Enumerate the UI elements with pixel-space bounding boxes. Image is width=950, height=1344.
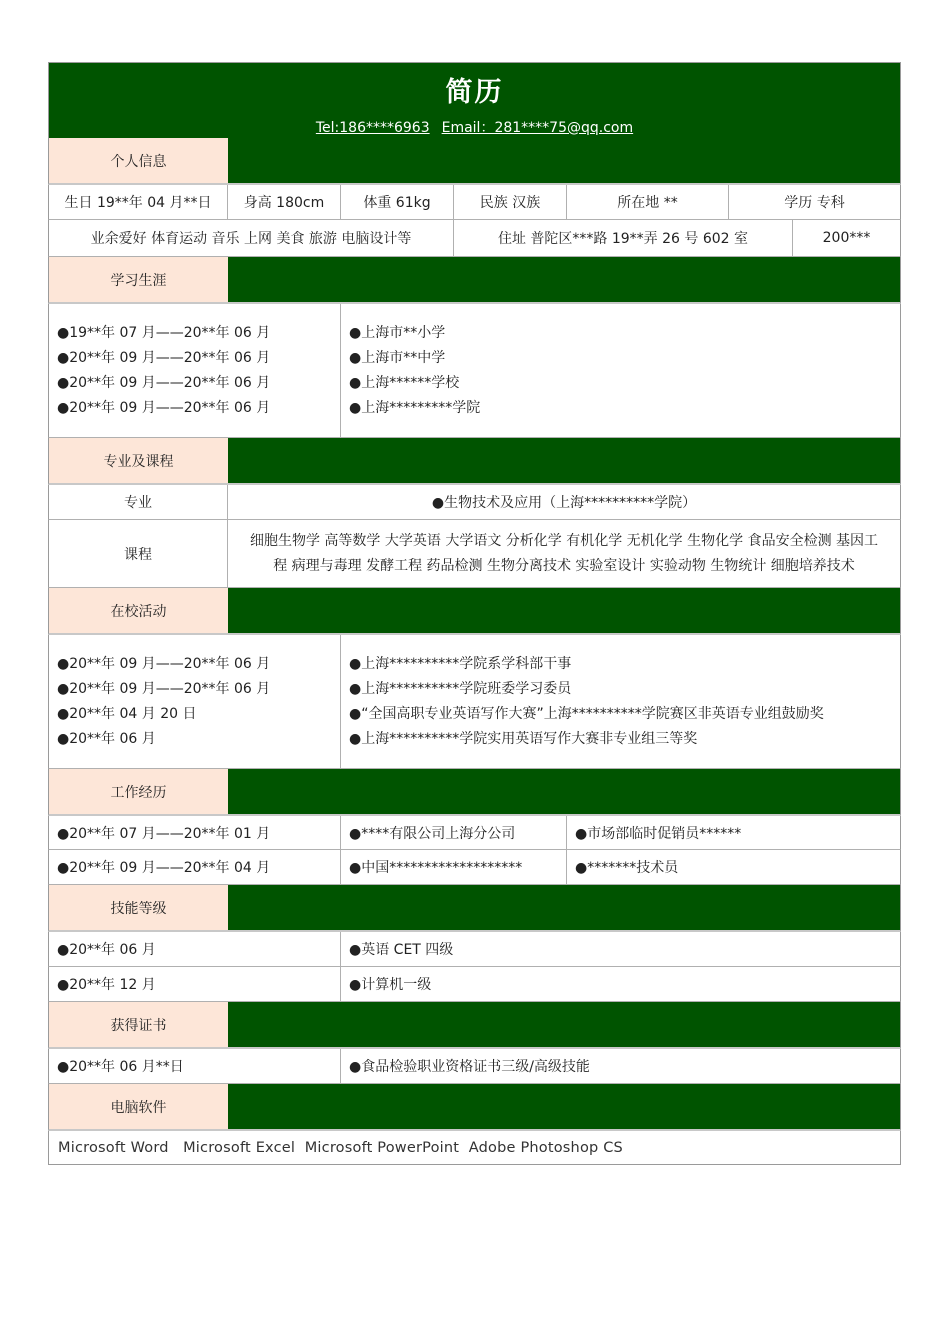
section-bar (228, 885, 900, 930)
work-date: ●20**年 09 月——20**年 04 月 (49, 850, 341, 884)
work-company: ●中国******************* (341, 850, 567, 884)
list-item: ●上海******学校 (349, 374, 460, 391)
study-row (48, 304, 901, 438)
work-row (48, 850, 901, 885)
postcode-field: 200*** (822, 230, 871, 246)
section-label: 专业及课程 (49, 438, 228, 483)
section-certs (48, 1002, 901, 1049)
personal-row-2 (48, 220, 901, 257)
location-field: 所在地 ** (567, 185, 729, 219)
section-activities (48, 588, 901, 635)
software-row (48, 1131, 901, 1165)
cert-date: ●20**年 06 月**日 (49, 1049, 341, 1083)
course-label: 课程 (49, 520, 228, 587)
section-bar (228, 138, 900, 183)
page-title: 简历 (445, 77, 504, 108)
phone-link[interactable]: Tel:186****6963 (315, 120, 430, 136)
course-line: 细胞生物学 高等数学 大学英语 大学语文 分析化学 有机化学 无机化学 生物化学 食品安全检测 基因工 (249, 532, 879, 549)
list-item: ●20**年 04 月 20 日 (57, 705, 197, 722)
email-link[interactable]: Email：281****75@qq.com (441, 120, 634, 136)
section-label: 个人信息 (49, 138, 228, 183)
birthday-field: 生日 19**年 04 月**日 (49, 185, 228, 219)
course-line: 程 病理与毒理 发酵工程 药品检测 生物分离技术 实验室设计 实验动物 生物统计 细胞培养技术 (273, 557, 855, 574)
list-item: ●20**年 09 月——20**年 06 月 (57, 399, 271, 416)
list-item: ●20**年 09 月——20**年 06 月 (57, 374, 271, 391)
major-value: ●生物技术及应用（上海**********学院） (431, 495, 697, 511)
section-bar (228, 438, 900, 483)
section-skills (48, 885, 901, 932)
section-label: 在校活动 (49, 588, 228, 633)
list-item: ●20**年 09 月——20**年 06 月 (57, 349, 271, 366)
education-field: 学历 专科 (784, 195, 845, 211)
activities-row (48, 635, 901, 769)
major-row (48, 485, 901, 520)
resume (48, 62, 901, 1165)
hobbies-field: 业余爱好 体育运动 音乐 上网 美食 旅游 电脑设计等 (49, 220, 454, 256)
section-work (48, 769, 901, 816)
activity-items (341, 635, 900, 768)
course-row (48, 520, 901, 588)
height-field: 身高 180cm (228, 185, 341, 219)
skill-date: ●20**年 12 月 (49, 967, 341, 1001)
software-list: Microsoft Word Microsoft Excel Microsoft PowerPoint Adobe Photoshop CS (58, 1139, 623, 1156)
list-item: ●上海市**小学 (349, 324, 446, 341)
address-field: 住址 普陀区***路 19**弄 26 号 602 室 (454, 220, 793, 256)
list-item: ●20**年 06 月 (57, 730, 156, 747)
section-bar (228, 1084, 900, 1129)
course-list (228, 520, 900, 587)
list-item: ●“全国高职专业英语写作大赛”上海**********学院赛区非英语专业组鼓励奖 (349, 705, 824, 722)
list-item: ●20**年 09 月——20**年 06 月 (57, 680, 271, 697)
list-item: ●上海市**中学 (349, 349, 446, 366)
study-dates (49, 304, 341, 437)
resume-header (48, 62, 901, 138)
list-item: ●上海**********学院实用英语写作大赛非专业组三等奖 (349, 730, 698, 747)
section-personal (48, 138, 901, 185)
activity-dates (49, 635, 341, 768)
weight-field: 体重 61kg (341, 185, 454, 219)
section-label: 获得证书 (49, 1002, 228, 1047)
major-label: 专业 (49, 485, 228, 519)
section-label: 学习生涯 (49, 257, 228, 302)
section-label: 工作经历 (49, 769, 228, 814)
skill-date: ●20**年 06 月 (49, 932, 341, 966)
list-item: ●上海*********学院 (349, 399, 481, 416)
section-bar (228, 588, 900, 633)
work-company: ●****有限公司上海分公司 (341, 816, 567, 849)
work-row (48, 816, 901, 850)
list-item: ●20**年 09 月——20**年 06 月 (57, 655, 271, 672)
contact-line (49, 117, 900, 137)
section-bar (228, 769, 900, 814)
cert-item: ●食品检验职业资格证书三级/高级技能 (349, 1059, 590, 1075)
personal-row-1 (48, 185, 901, 220)
cert-row (48, 1049, 901, 1084)
list-item: ●19**年 07 月——20**年 06 月 (57, 324, 271, 341)
skill-item: ●计算机一级 (349, 977, 432, 993)
study-schools (341, 304, 900, 437)
section-label: 技能等级 (49, 885, 228, 930)
section-study (48, 257, 901, 304)
skill-row (48, 932, 901, 967)
work-date: ●20**年 07 月——20**年 01 月 (49, 816, 341, 849)
section-software (48, 1084, 901, 1131)
ethnicity-field: 民族 汉族 (454, 185, 567, 219)
work-role: ●市场部临时促销员****** (575, 825, 742, 842)
skill-row (48, 967, 901, 1002)
list-item: ●上海**********学院班委学习委员 (349, 680, 572, 697)
work-role: ●*******技术员 (575, 860, 679, 876)
list-item: ●上海**********学院系学科部干事 (349, 655, 572, 672)
section-major (48, 438, 901, 485)
section-bar (228, 257, 900, 302)
section-label: 电脑软件 (49, 1084, 228, 1129)
section-bar (228, 1002, 900, 1047)
skill-item: ●英语 CET 四级 (349, 942, 454, 958)
